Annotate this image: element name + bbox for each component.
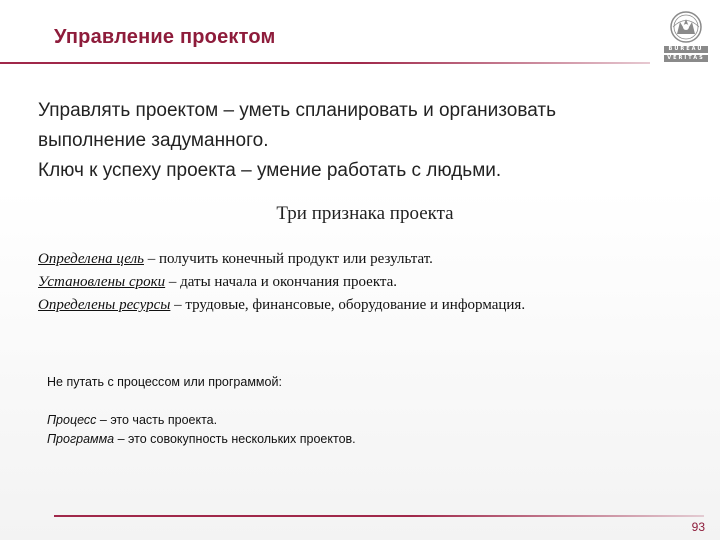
note-intro: Не путать с процессом или программой:	[47, 375, 282, 389]
note-text: – это совокупность нескольких проектов.	[114, 432, 356, 446]
criterion-item	[38, 294, 698, 317]
logo-wordmark	[664, 46, 708, 64]
note-block	[47, 373, 607, 449]
criterion-term: Определены ресурсы	[38, 297, 171, 313]
logo-word-veritas: VERITAS	[664, 55, 708, 62]
title-divider	[0, 62, 650, 64]
criterion-term: Установлены сроки	[38, 274, 166, 290]
page-number: 93	[691, 520, 705, 534]
criterion-item	[38, 271, 698, 294]
logo-word-bureau: BUREAU	[664, 46, 708, 53]
intro-paragraph	[38, 96, 678, 186]
criterion-text: – трудовые, финансовые, оборудование и информация.	[170, 297, 526, 313]
note-term: Программа	[47, 432, 115, 446]
slide-title: Управление проектом	[54, 26, 276, 48]
note-text: – это часть проекта.	[96, 413, 218, 427]
criterion-text: – даты начала и окончания проекта.	[165, 274, 398, 290]
note-term: Процесс	[47, 413, 97, 427]
footer-divider	[54, 515, 704, 517]
section-heading: Три признака проекта	[276, 203, 454, 224]
criterion-item	[38, 248, 698, 271]
criterion-term: Определена цель	[38, 251, 144, 267]
criterion-text: – получить конечный продукт или результат.	[143, 251, 433, 267]
note-spacer	[47, 392, 607, 411]
note-item	[47, 430, 607, 449]
intro-line: Управлять проектом – уметь спланировать и организовать	[38, 100, 556, 121]
intro-line: выполнение задуманного.	[38, 130, 269, 151]
note-item	[47, 411, 607, 430]
intro-line: Ключ к успеху проекта – умение работать с людьми.	[38, 160, 502, 181]
criteria-list	[38, 248, 698, 317]
